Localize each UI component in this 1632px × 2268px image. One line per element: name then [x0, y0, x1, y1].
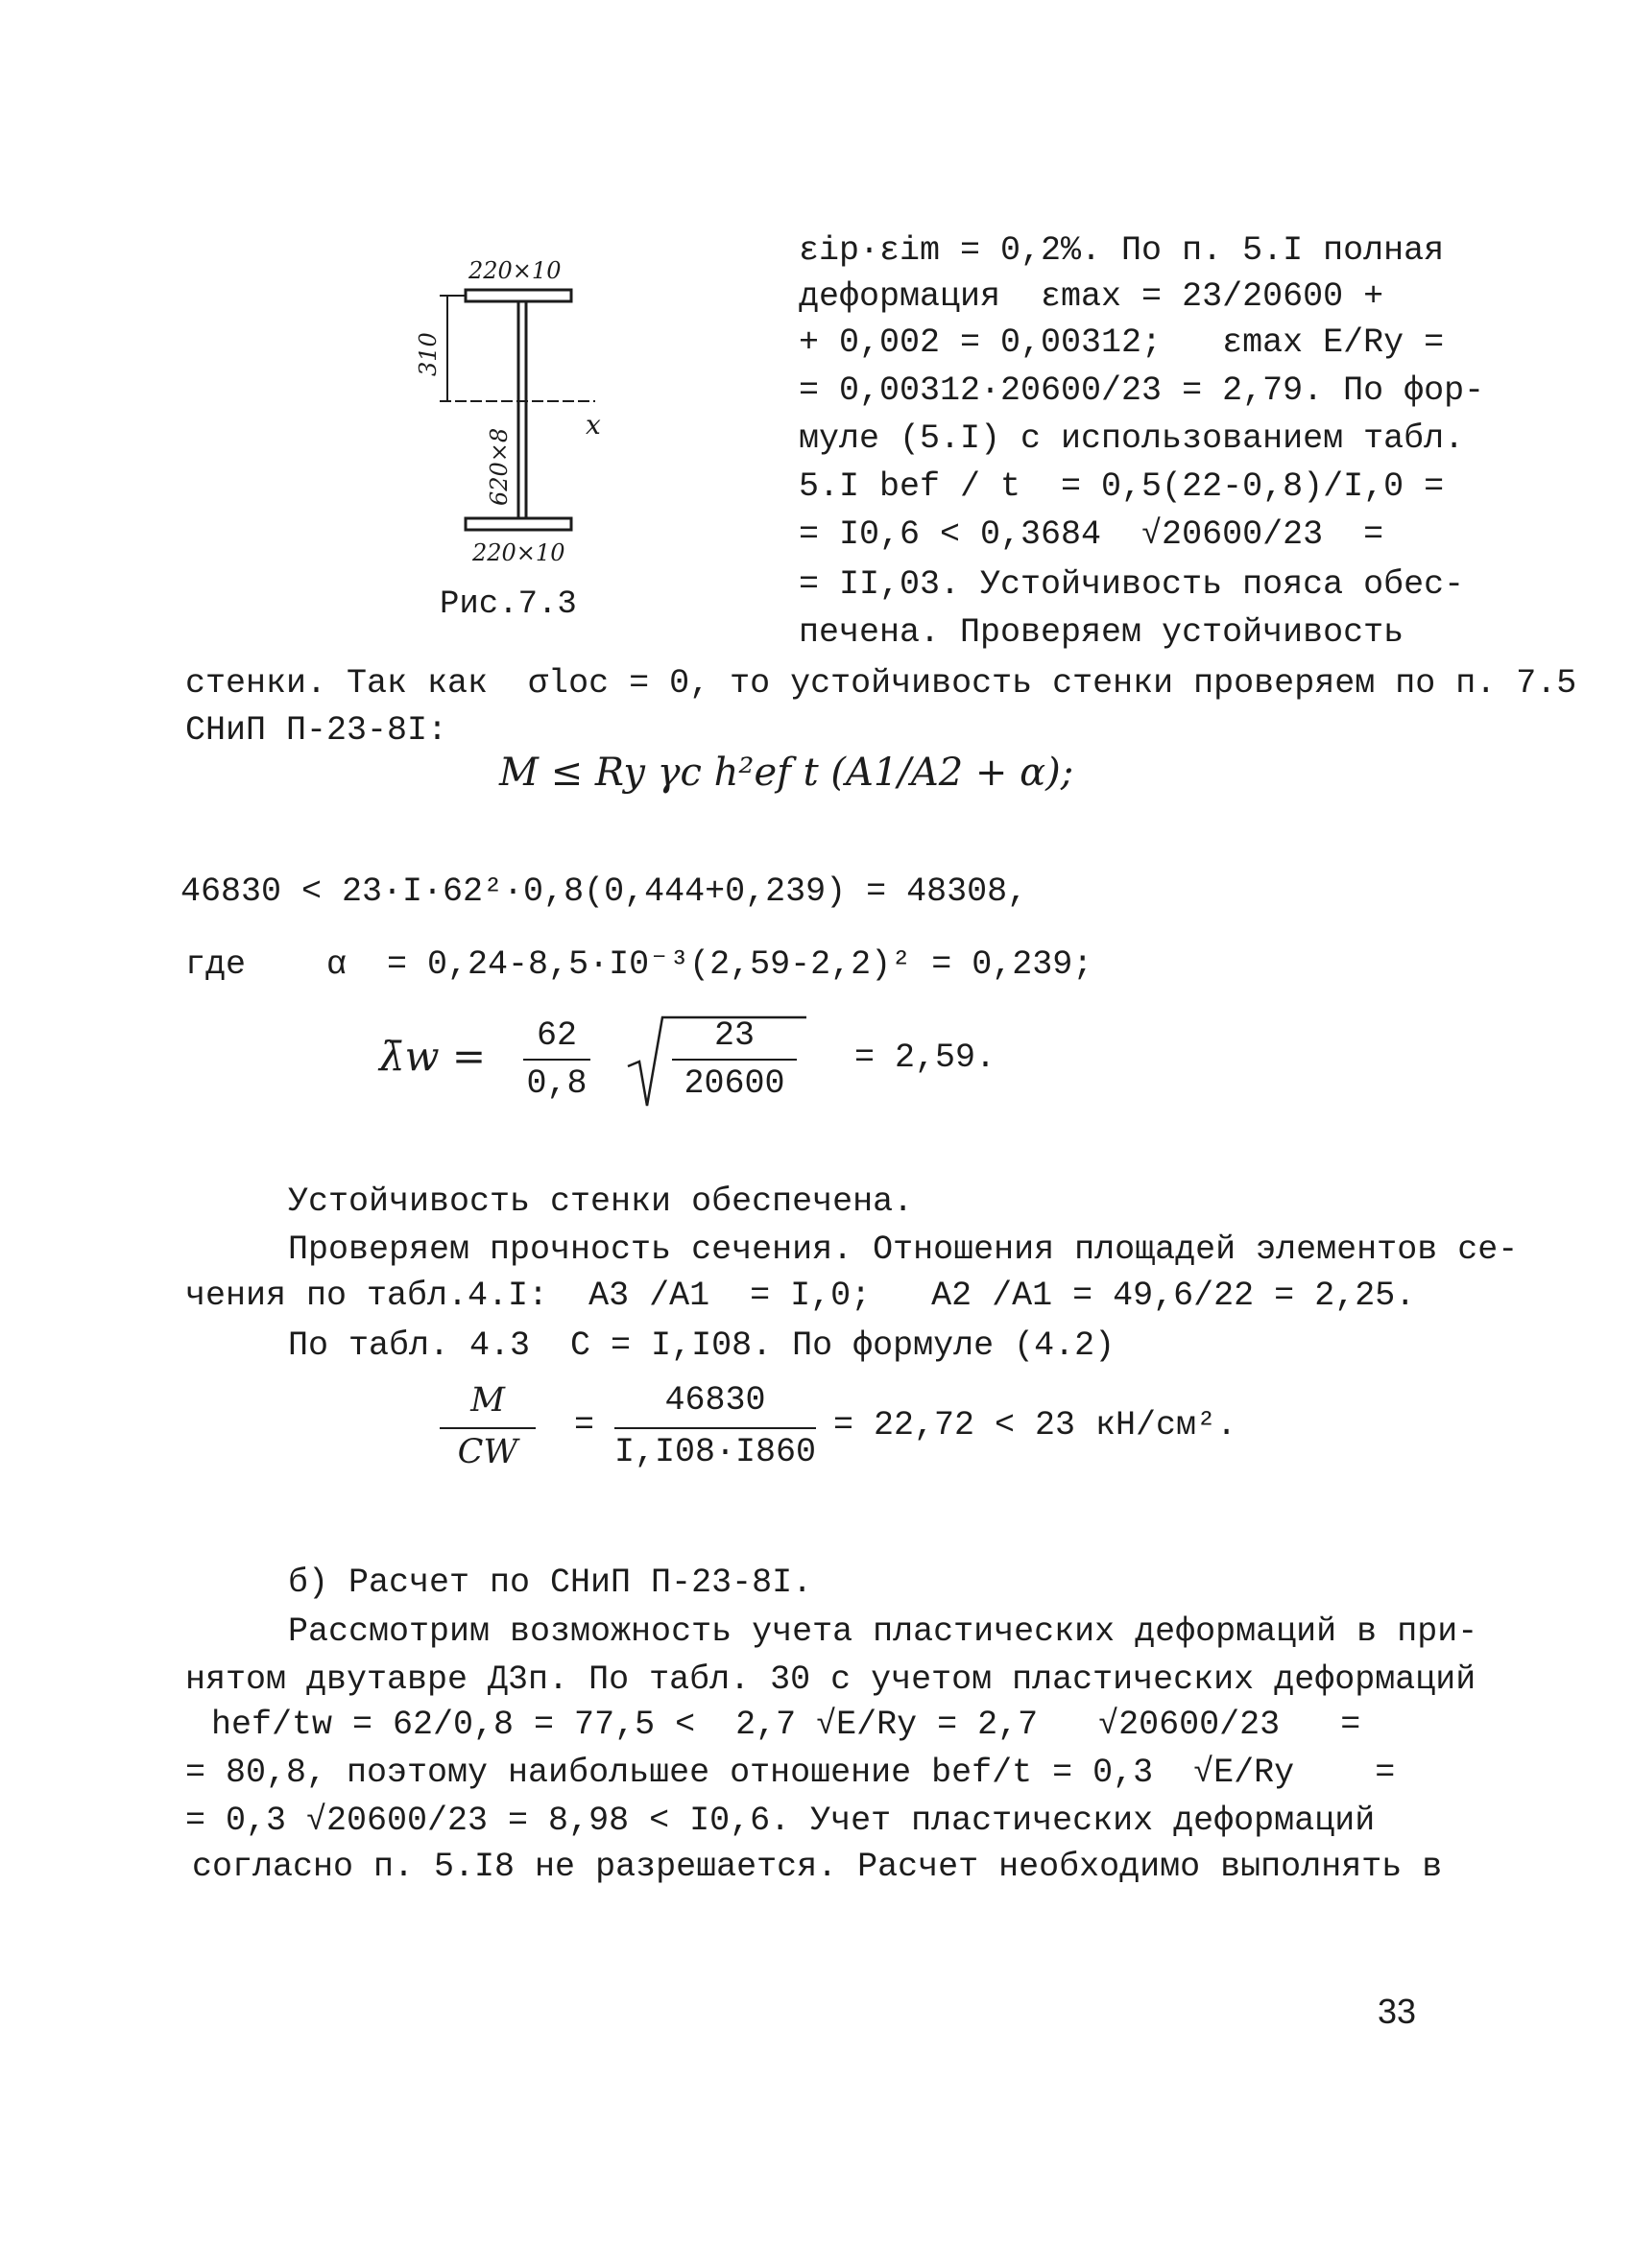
bottom-flange-label: 220×10 [472, 539, 565, 563]
page-number: 33 [1378, 1992, 1417, 2031]
right-column-line-4: = 0,00312·20600/23 = 2,79. По фор- [799, 371, 1485, 410]
strength-den-left: CW [457, 1433, 518, 1471]
strength-den-right: I,I08·I860 [614, 1433, 817, 1471]
right-column-line-5: муле (5.I) с использованием табл. [799, 419, 1465, 458]
figure-caption: Рис.7.3 [440, 586, 577, 623]
paragraph-line-1: стенки. Так как σloc = 0, то устойчивость стенки проверяем по п. 7.5 [185, 664, 1577, 703]
ibeam-figure [394, 251, 643, 563]
section-b-line-2: нятом двутавре Д3п. По табл. 30 с учетом пластических деформаций [185, 1660, 1476, 1699]
body-line-1: Устойчивость стенки обеспечена. [288, 1182, 914, 1221]
axis-x-label: x [586, 409, 601, 441]
web-label: 620×8 [486, 427, 513, 506]
height-dimension-label: 310 [415, 332, 442, 376]
section-b-line-4: = 80,8, поэтому наибольшее отношение bef/t = 0,3 √E/Ry = [185, 1754, 1396, 1792]
section-b-line-3: hef/tw = 62/0,8 = 77,5 < 2,7 √E/Ry = 2,7 √20600/23 = [211, 1706, 1361, 1744]
lambda-bar-2 [672, 1059, 797, 1061]
right-column-line-3: + 0,002 = 0,00312; εmax E/Ry = [799, 323, 1445, 362]
lambda-den-2: 20600 [684, 1064, 785, 1103]
strength-num-right: 46830 [664, 1381, 766, 1420]
lambda-den-1: 0,8 [526, 1064, 588, 1103]
lambda-result: = 2,59. [854, 1039, 996, 1077]
strength-equals: = [574, 1406, 595, 1444]
strength-bar-left [440, 1427, 536, 1429]
strength-num-left: M [470, 1381, 505, 1420]
right-column-line-9: печена. Проверяем устойчивость [799, 613, 1404, 652]
body-line-3: чения по табл.4.I: A3 /A1 = I,0; A2 /A1 = 49,6/22 = 2,25. [185, 1277, 1416, 1315]
section-b-line-1: Рассмотрим возможность учета пластических деформаций в при- [288, 1612, 1478, 1651]
right-column-line-1: εip·εim = 0,2%. По п. 5.I полная [799, 231, 1445, 270]
right-column-line-2: деформация εmax = 23/20600 + [799, 277, 1384, 316]
right-column-line-6: 5.I bef / t = 0,5(22-0,8)/I,0 = [799, 467, 1445, 506]
bottom-flange [466, 518, 571, 530]
section-b-heading: б) Расчет по СНиП П-23-8I. [288, 1564, 813, 1602]
lambda-bar-1 [523, 1059, 590, 1061]
right-column-line-7: = I0,6 < 0,3684 √20600/23 = [799, 515, 1384, 554]
section-b-line-6: согласно п. 5.I8 не разрешается. Расчет необходимо выполнять в [192, 1848, 1443, 1886]
stability-formula: M ≤ Ry γc h²ef t (A1/A2 + α); [499, 751, 1074, 795]
top-flange-label: 220×10 [468, 257, 562, 284]
section-b-line-5: = 0,3 √20600/23 = 8,98 < I0,6. Учет пластических деформаций [185, 1802, 1376, 1840]
inequality-line: 46830 < 23·I·62²·0,8(0,444+0,239) = 48308, [180, 872, 1028, 911]
strength-bar-right [614, 1427, 816, 1429]
strength-result: = 22,72 < 23 кН/см². [833, 1406, 1237, 1444]
body-line-4: По табл. 4.3 C = I,I08. По формуле (4.2) [288, 1326, 1116, 1365]
lambda-num-1: 62 [536, 1016, 577, 1055]
top-flange [466, 290, 571, 301]
lambda-num-2: 23 [713, 1016, 755, 1055]
paragraph-line-2: СНиП П-23-8I: [185, 711, 448, 750]
right-column-line-8: = II,03. Устойчивость пояса обес- [799, 565, 1465, 604]
lambda-symbol: λ̄w = [379, 1033, 487, 1080]
alpha-line: где α = 0,24-8,5·I0⁻³(2,59-2,2)² = 0,239; [185, 945, 1093, 984]
body-line-2: Проверяем прочность сечения. Отношения площадей элементов се- [288, 1230, 1519, 1269]
